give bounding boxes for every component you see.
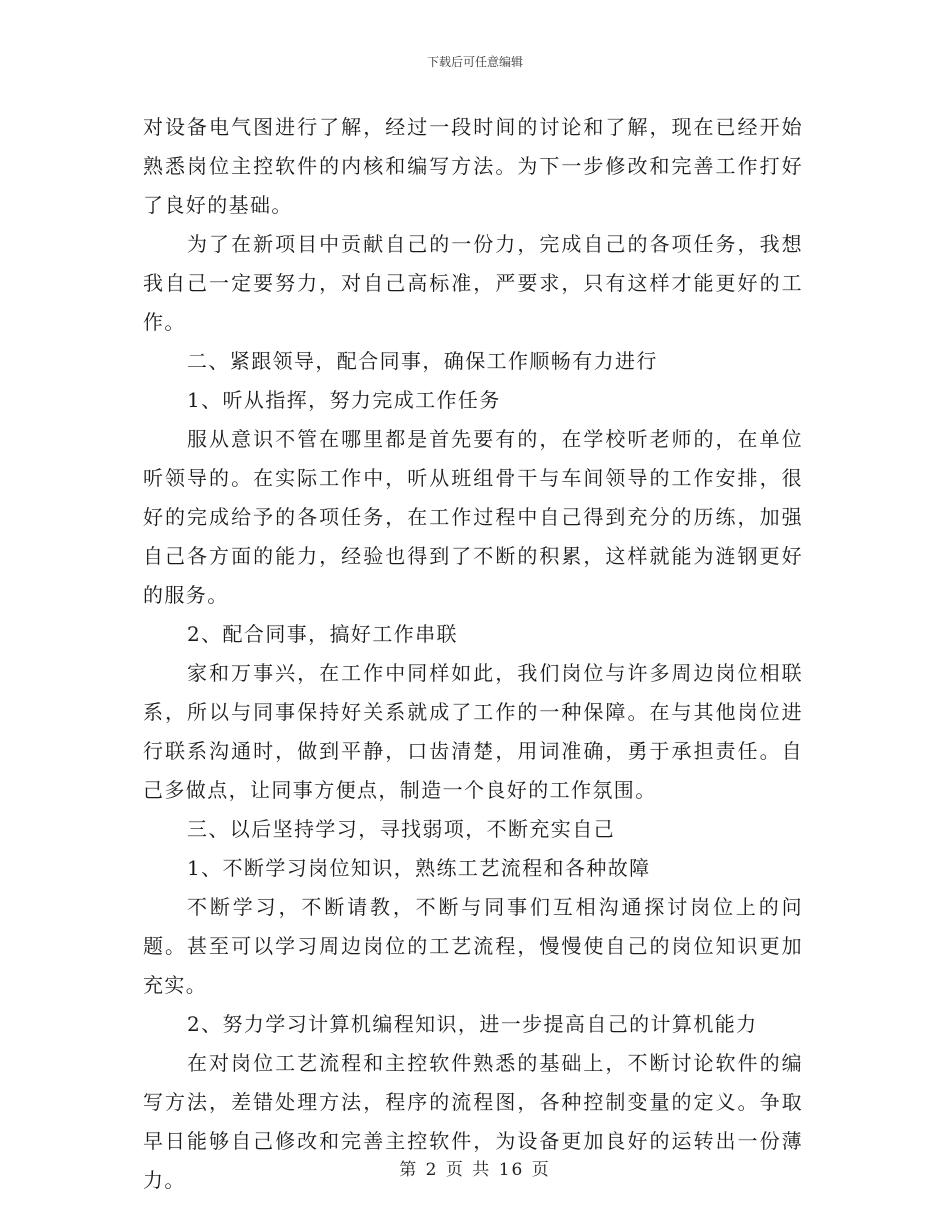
page-number: 第 2 页 共 16 页: [399, 1160, 551, 1180]
paragraph-2: 为了在新项目中贡献自己的一份力，完成自己的各项任务，我想我自己一定要努力，对自己高标准，严要求，只有这样才能更好的工作。: [143, 232, 803, 334]
subheading-3-2: 2、努力学习计算机编程知识，进一步提高自己的计算机能力: [187, 1012, 758, 1036]
paragraph-cooperation: 家和万事兴，在工作中同样如此，我们岗位与许多周边岗位相联系，所以与同事保持好关系就成了工作的一种保障。在与其他岗位进行联系沟通时，做到平静，口齿清楚，用词准确，勇于承担责任。自己多做点，让同事方便点，制造一个良好的工作氛围。: [143, 661, 803, 802]
paragraph-learning: 不断学习，不断请教，不断与同事们互相沟通探讨岗位上的问题。甚至可以学习周边岗位的工艺流程，慢慢使自己的岗位知识更加充实。: [143, 895, 803, 997]
subheading-2-1: 1、听从指挥，努力完成工作任务: [187, 388, 501, 412]
subheading-2-2: 2、配合同事，搞好工作串联: [187, 622, 458, 646]
document-body: [143, 108, 803, 1200]
subheading-3-1: 1、不断学习岗位知识，熟练工艺流程和各种故障: [187, 856, 651, 880]
page-header-note: 下载后可任意编辑: [426, 55, 523, 69]
paragraph-obedience: 服从意识不管在哪里都是首先要有的，在学校听老师的，在单位听领导的。在实际工作中，听从班组骨干与车间领导的工作安排，很好的完成给予的各项任务，在工作过程中自己得到充分的历练，加强自己各方面的能力，经验也得到了不断的积累，这样就能为涟钢更好的服务。: [143, 427, 803, 607]
paragraph-1: 对设备电气图进行了解，经过一段时间的讨论和了解，现在已经开始熟悉岗位主控软件的内核和编写方法。为下一步修改和完善工作打好了良好的基础。: [143, 115, 803, 217]
section-heading-2: 二、紧跟领导，配合同事，确保工作顺畅有力进行: [187, 349, 658, 373]
section-heading-3: 三、以后坚持学习，寻找弱项，不断充实自己: [187, 817, 615, 841]
paragraph-programming: 在对岗位工艺流程和主控软件熟悉的基础上，不断讨论软件的编写方法，差错处理方法，程序的流程图，各种控制变量的定义。争取早日能够自己修改和完善主控软件，为设备更加良好的运转出一份薄力。: [143, 1051, 803, 1192]
